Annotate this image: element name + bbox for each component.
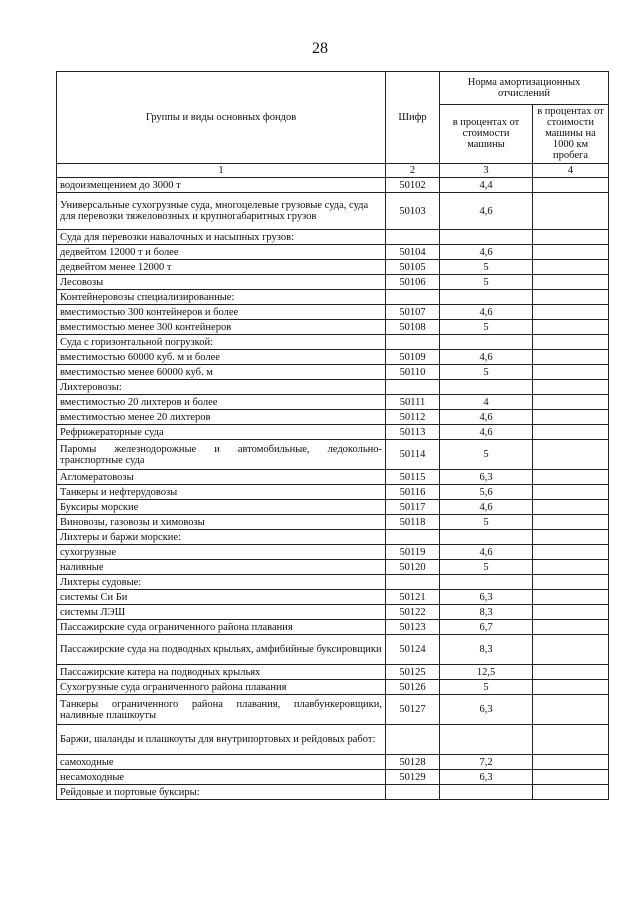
row-name: Агломератовозы <box>57 470 386 485</box>
row-name: вместимостью менее 300 контейнеров <box>57 320 386 335</box>
row-code: 50121 <box>386 590 440 605</box>
row-name: наливные <box>57 560 386 575</box>
table-body <box>57 178 609 800</box>
row-code: 50113 <box>386 425 440 440</box>
table-row <box>57 635 609 665</box>
row-pct-cost <box>440 335 533 350</box>
table-row <box>57 500 609 515</box>
table-row <box>57 245 609 260</box>
row-pct-per-km <box>533 440 609 470</box>
row-name: системы Си Би <box>57 590 386 605</box>
row-pct-cost: 4,6 <box>440 545 533 560</box>
table-row <box>57 680 609 695</box>
row-code <box>386 230 440 245</box>
row-name: Пассажирские суда на подводных крыльях, амфибийные буксировщики <box>57 635 386 665</box>
row-name: дедвейтом 12000 т и более <box>57 245 386 260</box>
row-code: 50122 <box>386 605 440 620</box>
row-name: Баржи, шаланды и плашкоуты для внутрипортовых и рейдовых работ: <box>57 725 386 755</box>
table-row <box>57 425 609 440</box>
row-code: 50107 <box>386 305 440 320</box>
row-pct-cost: 5 <box>440 680 533 695</box>
row-pct-per-km <box>533 290 609 305</box>
row-name: Пассажирские суда ограниченного района плавания <box>57 620 386 635</box>
table-row <box>57 260 609 275</box>
row-name: Суда для перевозки навалочных и насыпных грузов: <box>57 230 386 245</box>
row-name: Танкеры ограниченного района плавания, плавбункеровщики, наливные плашкоуты <box>57 695 386 725</box>
row-pct-cost: 6,3 <box>440 590 533 605</box>
table-row <box>57 193 609 230</box>
row-pct-per-km <box>533 695 609 725</box>
row-name: Виновозы, газовозы и химовозы <box>57 515 386 530</box>
row-pct-per-km <box>533 470 609 485</box>
table-row <box>57 695 609 725</box>
row-code: 50115 <box>386 470 440 485</box>
row-pct-cost: 12,5 <box>440 665 533 680</box>
table-row <box>57 485 609 500</box>
row-pct-per-km <box>533 178 609 193</box>
row-pct-cost: 5 <box>440 515 533 530</box>
row-code: 50108 <box>386 320 440 335</box>
row-code: 50116 <box>386 485 440 500</box>
row-code <box>386 530 440 545</box>
header-pct-cost: в процентах от стоимости машины <box>440 104 533 163</box>
table-row <box>57 350 609 365</box>
row-pct-per-km <box>533 755 609 770</box>
row-pct-cost: 4,6 <box>440 350 533 365</box>
row-pct-per-km <box>533 245 609 260</box>
row-name: самоходные <box>57 755 386 770</box>
row-pct-cost: 4,6 <box>440 245 533 260</box>
row-pct-cost: 4,4 <box>440 178 533 193</box>
row-pct-per-km <box>533 620 609 635</box>
row-name: системы ЛЭШ <box>57 605 386 620</box>
table-row <box>57 230 609 245</box>
table-row <box>57 575 609 590</box>
row-pct-cost: 8,3 <box>440 605 533 620</box>
row-pct-per-km <box>533 590 609 605</box>
row-name: дедвейтом менее 12000 т <box>57 260 386 275</box>
table-row <box>57 275 609 290</box>
row-pct-cost: 4,6 <box>440 425 533 440</box>
page-number: 28 <box>312 40 328 57</box>
table-row <box>57 560 609 575</box>
row-pct-per-km <box>533 410 609 425</box>
table-row <box>57 530 609 545</box>
row-pct-per-km <box>533 395 609 410</box>
row-pct-cost: 5 <box>440 560 533 575</box>
table-row <box>57 178 609 193</box>
row-name: водоизмещением до 3000 т <box>57 178 386 193</box>
row-pct-per-km <box>533 275 609 290</box>
row-code: 50112 <box>386 410 440 425</box>
row-pct-per-km <box>533 725 609 755</box>
table-row <box>57 590 609 605</box>
row-name: Сухогрузные суда ограниченного района плавания <box>57 680 386 695</box>
row-pct-per-km <box>533 770 609 785</box>
row-pct-per-km <box>533 193 609 230</box>
row-pct-cost <box>440 785 533 800</box>
table-row <box>57 725 609 755</box>
row-pct-per-km <box>533 500 609 515</box>
row-pct-cost <box>440 725 533 755</box>
table-row <box>57 335 609 350</box>
row-code: 50104 <box>386 245 440 260</box>
row-pct-cost: 6,3 <box>440 770 533 785</box>
row-code: 50129 <box>386 770 440 785</box>
row-name: вместимостью 20 лихтеров и более <box>57 395 386 410</box>
row-code: 50126 <box>386 680 440 695</box>
row-pct-per-km <box>533 545 609 560</box>
row-pct-cost: 6,3 <box>440 470 533 485</box>
row-name: Рефрижераторные суда <box>57 425 386 440</box>
row-name: Паромы железнодорожные и автомобильные, ледокольно-транспортные суда <box>57 440 386 470</box>
row-pct-cost: 4,6 <box>440 193 533 230</box>
row-code <box>386 380 440 395</box>
row-name: Рейдовые и портовые буксиры: <box>57 785 386 800</box>
row-pct-per-km <box>533 605 609 620</box>
row-pct-per-km <box>533 680 609 695</box>
row-name: Буксиры морские <box>57 500 386 515</box>
row-pct-per-km <box>533 485 609 500</box>
row-name: Лихтеры судовые: <box>57 575 386 590</box>
row-code: 50118 <box>386 515 440 530</box>
row-code <box>386 290 440 305</box>
table-row <box>57 365 609 380</box>
row-pct-cost: 5 <box>440 320 533 335</box>
row-pct-cost <box>440 380 533 395</box>
row-pct-per-km <box>533 230 609 245</box>
table-row <box>57 395 609 410</box>
row-pct-cost <box>440 230 533 245</box>
row-name: вместимостью 300 контейнеров и более <box>57 305 386 320</box>
row-name: вместимостью 60000 куб. м и более <box>57 350 386 365</box>
row-name: Контейнеровозы специализированные: <box>57 290 386 305</box>
row-pct-cost: 5 <box>440 365 533 380</box>
row-pct-cost: 8,3 <box>440 635 533 665</box>
header-pct-per-km: в процентах от стоимости машины на 1000 км пробега <box>533 104 609 163</box>
table-row <box>57 515 609 530</box>
row-code: 50111 <box>386 395 440 410</box>
row-pct-per-km <box>533 785 609 800</box>
table-row <box>57 755 609 770</box>
row-pct-cost: 4 <box>440 395 533 410</box>
row-code: 50106 <box>386 275 440 290</box>
table-row <box>57 410 609 425</box>
row-name: вместимостью менее 20 лихтеров <box>57 410 386 425</box>
row-code <box>386 575 440 590</box>
row-pct-cost: 5 <box>440 260 533 275</box>
row-code: 50120 <box>386 560 440 575</box>
table-row <box>57 380 609 395</box>
row-code: 50127 <box>386 695 440 725</box>
row-pct-per-km <box>533 515 609 530</box>
row-pct-cost: 4,6 <box>440 500 533 515</box>
row-code <box>386 725 440 755</box>
table-row <box>57 320 609 335</box>
row-pct-cost: 4,6 <box>440 410 533 425</box>
row-pct-cost <box>440 530 533 545</box>
row-code <box>386 335 440 350</box>
row-pct-per-km <box>533 305 609 320</box>
row-pct-cost: 7,2 <box>440 755 533 770</box>
table-row <box>57 305 609 320</box>
depreciation-table <box>56 71 609 800</box>
row-name: сухогрузные <box>57 545 386 560</box>
row-pct-per-km <box>533 530 609 545</box>
row-code: 50109 <box>386 350 440 365</box>
row-name: Лесовозы <box>57 275 386 290</box>
row-pct-per-km <box>533 425 609 440</box>
row-name: Пассажирские катера на подводных крыльях <box>57 665 386 680</box>
row-name: несамоходные <box>57 770 386 785</box>
row-code: 50110 <box>386 365 440 380</box>
table-row <box>57 545 609 560</box>
row-pct-cost <box>440 290 533 305</box>
table-row <box>57 785 609 800</box>
row-pct-per-km <box>533 665 609 680</box>
row-pct-per-km <box>533 350 609 365</box>
column-number: 4 <box>533 164 609 178</box>
table-row <box>57 470 609 485</box>
row-pct-per-km <box>533 365 609 380</box>
row-code: 50105 <box>386 260 440 275</box>
row-code: 50125 <box>386 665 440 680</box>
row-code: 50102 <box>386 178 440 193</box>
row-code: 50128 <box>386 755 440 770</box>
table-row <box>57 665 609 680</box>
column-number: 3 <box>440 164 533 178</box>
table-row <box>57 290 609 305</box>
row-name: Универсальные сухогрузные суда, многоцелевые грузовые суда, суда для перевозки тяжеловозных и крупногабаритных грузов <box>57 193 386 230</box>
table-row <box>57 440 609 470</box>
row-code: 50117 <box>386 500 440 515</box>
row-pct-cost: 5 <box>440 275 533 290</box>
column-number: 1 <box>57 164 386 178</box>
row-pct-cost: 6,7 <box>440 620 533 635</box>
row-code: 50103 <box>386 193 440 230</box>
row-name: Суда с горизонтальной погрузкой: <box>57 335 386 350</box>
row-pct-per-km <box>533 635 609 665</box>
row-pct-per-km <box>533 575 609 590</box>
row-name: вместимостью менее 60000 куб. м <box>57 365 386 380</box>
table-row <box>57 605 609 620</box>
row-pct-per-km <box>533 335 609 350</box>
header-norm: Норма амортизационных отчислений <box>440 72 609 105</box>
row-code: 50123 <box>386 620 440 635</box>
row-pct-per-km <box>533 560 609 575</box>
row-pct-per-km <box>533 320 609 335</box>
row-pct-per-km <box>533 380 609 395</box>
row-name: Лихтеровозы: <box>57 380 386 395</box>
row-code <box>386 785 440 800</box>
table-row <box>57 620 609 635</box>
header-code: Шифр <box>386 72 440 164</box>
row-name: Лихтеры и баржи морские: <box>57 530 386 545</box>
column-number: 2 <box>386 164 440 178</box>
header-groups: Группы и виды основных фондов <box>57 72 386 164</box>
row-code: 50114 <box>386 440 440 470</box>
row-code: 50119 <box>386 545 440 560</box>
row-pct-per-km <box>533 260 609 275</box>
row-code: 50124 <box>386 635 440 665</box>
row-pct-cost: 6,3 <box>440 695 533 725</box>
table-row <box>57 770 609 785</box>
row-pct-cost: 5 <box>440 440 533 470</box>
row-pct-cost: 5,6 <box>440 485 533 500</box>
row-pct-cost: 4,6 <box>440 305 533 320</box>
row-name: Танкеры и нефтерудовозы <box>57 485 386 500</box>
row-pct-cost <box>440 575 533 590</box>
